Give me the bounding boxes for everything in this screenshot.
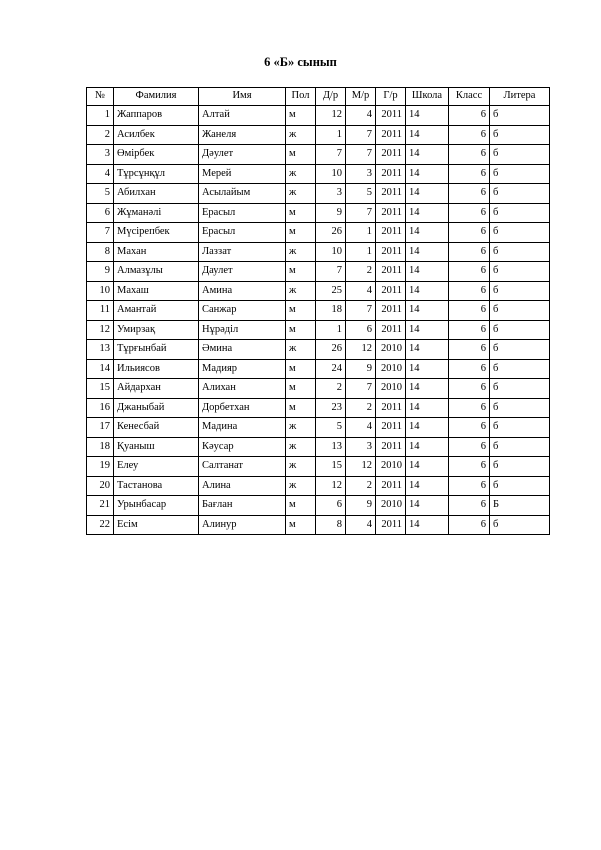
table-row xyxy=(87,262,550,282)
school-cell: 14 xyxy=(406,184,449,204)
table-row xyxy=(87,437,550,457)
name-cell: Дәулет xyxy=(199,145,286,165)
birth-day-cell: 9 xyxy=(316,203,346,223)
class-cell: 6 xyxy=(449,242,490,262)
birth-year-cell: 2011 xyxy=(376,418,406,438)
school-cell: 14 xyxy=(406,398,449,418)
school-cell: 14 xyxy=(406,125,449,145)
surname-cell: Урынбасар xyxy=(114,496,199,516)
birth-year-cell: 2011 xyxy=(376,125,406,145)
row-number: 9 xyxy=(87,262,114,282)
birth-month-cell: 1 xyxy=(346,223,376,243)
birth-year-cell: 2011 xyxy=(376,203,406,223)
row-number: 7 xyxy=(87,223,114,243)
birth-year-cell: 2011 xyxy=(376,164,406,184)
name-cell: Бағлан xyxy=(199,496,286,516)
birth-month-cell: 9 xyxy=(346,496,376,516)
birth-day-cell: 6 xyxy=(316,496,346,516)
gender-cell: м xyxy=(286,359,316,379)
surname-cell: Алмазұлы xyxy=(114,262,199,282)
gender-cell: ж xyxy=(286,476,316,496)
birth-month-cell: 3 xyxy=(346,437,376,457)
surname-cell: Амантай xyxy=(114,301,199,321)
col-header-letter: Литера xyxy=(490,88,550,106)
school-cell: 14 xyxy=(406,359,449,379)
school-cell: 14 xyxy=(406,457,449,477)
class-cell: 6 xyxy=(449,418,490,438)
birth-year-cell: 2011 xyxy=(376,262,406,282)
name-cell: Асылайым xyxy=(199,184,286,204)
school-cell: 14 xyxy=(406,223,449,243)
birth-day-cell: 5 xyxy=(316,418,346,438)
gender-cell: ж xyxy=(286,340,316,360)
name-cell: Алтай xyxy=(199,106,286,126)
table-row xyxy=(87,418,550,438)
row-number: 19 xyxy=(87,457,114,477)
school-cell: 14 xyxy=(406,418,449,438)
letter-cell: б xyxy=(490,398,550,418)
class-cell: 6 xyxy=(449,145,490,165)
col-header-birth-month: М/р xyxy=(346,88,376,106)
school-cell: 14 xyxy=(406,379,449,399)
table-row xyxy=(87,164,550,184)
birth-month-cell: 2 xyxy=(346,398,376,418)
name-cell: Ерасыл xyxy=(199,223,286,243)
surname-cell: Джаныбай xyxy=(114,398,199,418)
letter-cell: б xyxy=(490,145,550,165)
col-header-birth-year: Г/р xyxy=(376,88,406,106)
name-cell: Лаззат xyxy=(199,242,286,262)
birth-year-cell: 2011 xyxy=(376,184,406,204)
row-number: 12 xyxy=(87,320,114,340)
letter-cell: б xyxy=(490,476,550,496)
gender-cell: ж xyxy=(286,164,316,184)
letter-cell: б xyxy=(490,106,550,126)
birth-year-cell: 2011 xyxy=(376,223,406,243)
class-cell: 6 xyxy=(449,398,490,418)
gender-cell: ж xyxy=(286,184,316,204)
class-cell: 6 xyxy=(449,106,490,126)
gender-cell: м xyxy=(286,106,316,126)
surname-cell: Өмірбек xyxy=(114,145,199,165)
class-cell: 6 xyxy=(449,164,490,184)
surname-cell: Жұманәлі xyxy=(114,203,199,223)
class-cell: 6 xyxy=(449,301,490,321)
birth-year-cell: 2011 xyxy=(376,301,406,321)
table-row xyxy=(87,281,550,301)
table-row xyxy=(87,301,550,321)
birth-day-cell: 10 xyxy=(316,164,346,184)
birth-year-cell: 2011 xyxy=(376,437,406,457)
surname-cell: Айдархан xyxy=(114,379,199,399)
school-cell: 14 xyxy=(406,476,449,496)
row-number: 21 xyxy=(87,496,114,516)
birth-year-cell: 2010 xyxy=(376,359,406,379)
row-number: 22 xyxy=(87,515,114,535)
gender-cell: м xyxy=(286,145,316,165)
table-row xyxy=(87,125,550,145)
surname-cell: Асилбек xyxy=(114,125,199,145)
table-row xyxy=(87,457,550,477)
row-number: 17 xyxy=(87,418,114,438)
table-row xyxy=(87,145,550,165)
row-number: 5 xyxy=(87,184,114,204)
school-cell: 14 xyxy=(406,262,449,282)
birth-day-cell: 24 xyxy=(316,359,346,379)
letter-cell: б xyxy=(490,301,550,321)
birth-month-cell: 4 xyxy=(346,106,376,126)
col-header-gender: Пол xyxy=(286,88,316,106)
class-cell: 6 xyxy=(449,379,490,399)
letter-cell: б xyxy=(490,359,550,379)
class-cell: 6 xyxy=(449,496,490,516)
table-row xyxy=(87,320,550,340)
row-number: 4 xyxy=(87,164,114,184)
letter-cell: б xyxy=(490,320,550,340)
name-cell: Алинур xyxy=(199,515,286,535)
letter-cell: Б xyxy=(490,496,550,516)
row-number: 1 xyxy=(87,106,114,126)
name-cell: Мерей xyxy=(199,164,286,184)
birth-day-cell: 8 xyxy=(316,515,346,535)
name-cell: Салтанат xyxy=(199,457,286,477)
birth-year-cell: 2011 xyxy=(376,281,406,301)
gender-cell: м xyxy=(286,301,316,321)
gender-cell: ж xyxy=(286,418,316,438)
table-row xyxy=(87,359,550,379)
table-row xyxy=(87,476,550,496)
birth-month-cell: 3 xyxy=(346,164,376,184)
school-cell: 14 xyxy=(406,320,449,340)
gender-cell: м xyxy=(286,223,316,243)
table-row xyxy=(87,496,550,516)
letter-cell: б xyxy=(490,184,550,204)
surname-cell: Тастанова xyxy=(114,476,199,496)
letter-cell: б xyxy=(490,379,550,399)
birth-day-cell: 13 xyxy=(316,437,346,457)
name-cell: Амина xyxy=(199,281,286,301)
name-cell: Дорбетхан xyxy=(199,398,286,418)
gender-cell: ж xyxy=(286,242,316,262)
birth-month-cell: 9 xyxy=(346,359,376,379)
class-cell: 6 xyxy=(449,359,490,379)
school-cell: 14 xyxy=(406,242,449,262)
birth-day-cell: 12 xyxy=(316,476,346,496)
name-cell: Алихан xyxy=(199,379,286,399)
letter-cell: б xyxy=(490,437,550,457)
student-table xyxy=(86,87,550,535)
row-number: 11 xyxy=(87,301,114,321)
gender-cell: м xyxy=(286,515,316,535)
birth-month-cell: 7 xyxy=(346,379,376,399)
birth-month-cell: 7 xyxy=(346,301,376,321)
col-header-birth-day: Д/р xyxy=(316,88,346,106)
class-cell: 6 xyxy=(449,340,490,360)
surname-cell: Махаш xyxy=(114,281,199,301)
letter-cell: б xyxy=(490,164,550,184)
header-row xyxy=(87,88,550,106)
row-number: 6 xyxy=(87,203,114,223)
school-cell: 14 xyxy=(406,145,449,165)
col-header-number: № xyxy=(87,88,114,106)
birth-month-cell: 5 xyxy=(346,184,376,204)
name-cell: Санжар xyxy=(199,301,286,321)
birth-day-cell: 7 xyxy=(316,262,346,282)
surname-cell: Тұрсұнқұл xyxy=(114,164,199,184)
school-cell: 14 xyxy=(406,437,449,457)
gender-cell: ж xyxy=(286,125,316,145)
row-number: 20 xyxy=(87,476,114,496)
class-cell: 6 xyxy=(449,515,490,535)
name-cell: Әмина xyxy=(199,340,286,360)
birth-month-cell: 6 xyxy=(346,320,376,340)
birth-day-cell: 15 xyxy=(316,457,346,477)
school-cell: 14 xyxy=(406,496,449,516)
table-row xyxy=(87,242,550,262)
birth-day-cell: 7 xyxy=(316,145,346,165)
gender-cell: м xyxy=(286,262,316,282)
birth-month-cell: 12 xyxy=(346,457,376,477)
surname-cell: Есім xyxy=(114,515,199,535)
row-number: 14 xyxy=(87,359,114,379)
birth-day-cell: 23 xyxy=(316,398,346,418)
row-number: 15 xyxy=(87,379,114,399)
gender-cell: м xyxy=(286,379,316,399)
table-row xyxy=(87,203,550,223)
table-row xyxy=(87,340,550,360)
surname-cell: Кенесбай xyxy=(114,418,199,438)
birth-day-cell: 1 xyxy=(316,125,346,145)
page-title: 6 «Б» сынып xyxy=(264,55,337,69)
birth-day-cell: 10 xyxy=(316,242,346,262)
name-cell: Жанеля xyxy=(199,125,286,145)
name-cell: Кәусар xyxy=(199,437,286,457)
table-row xyxy=(87,379,550,399)
birth-month-cell: 1 xyxy=(346,242,376,262)
school-cell: 14 xyxy=(406,301,449,321)
class-cell: 6 xyxy=(449,262,490,282)
surname-cell: Қуаныш xyxy=(114,437,199,457)
birth-year-cell: 2010 xyxy=(376,457,406,477)
birth-month-cell: 7 xyxy=(346,145,376,165)
birth-day-cell: 18 xyxy=(316,301,346,321)
birth-year-cell: 2010 xyxy=(376,340,406,360)
name-cell: Даулет xyxy=(199,262,286,282)
birth-month-cell: 4 xyxy=(346,281,376,301)
class-cell: 6 xyxy=(449,125,490,145)
letter-cell: б xyxy=(490,242,550,262)
table-row xyxy=(87,106,550,126)
birth-year-cell: 2011 xyxy=(376,476,406,496)
class-cell: 6 xyxy=(449,476,490,496)
col-header-class: Класс xyxy=(449,88,490,106)
table-row xyxy=(87,398,550,418)
birth-year-cell: 2010 xyxy=(376,379,406,399)
table-header xyxy=(87,88,550,106)
gender-cell: ж xyxy=(286,457,316,477)
birth-year-cell: 2011 xyxy=(376,515,406,535)
row-number: 2 xyxy=(87,125,114,145)
table-row xyxy=(87,223,550,243)
name-cell: Нұрәділ xyxy=(199,320,286,340)
name-cell: Алина xyxy=(199,476,286,496)
name-cell: Мадияр xyxy=(199,359,286,379)
row-number: 8 xyxy=(87,242,114,262)
surname-cell: Ильиясов xyxy=(114,359,199,379)
col-header-surname: Фамилия xyxy=(114,88,199,106)
surname-cell: Махан xyxy=(114,242,199,262)
name-cell: Ерасыл xyxy=(199,203,286,223)
birth-year-cell: 2011 xyxy=(376,242,406,262)
birth-day-cell: 12 xyxy=(316,106,346,126)
birth-month-cell: 2 xyxy=(346,262,376,282)
letter-cell: б xyxy=(490,515,550,535)
surname-cell: Умирзақ xyxy=(114,320,199,340)
letter-cell: б xyxy=(490,203,550,223)
row-number: 13 xyxy=(87,340,114,360)
row-number: 18 xyxy=(87,437,114,457)
birth-day-cell: 26 xyxy=(316,223,346,243)
surname-cell: Тұрғынбай xyxy=(114,340,199,360)
birth-year-cell: 2011 xyxy=(376,106,406,126)
class-cell: 6 xyxy=(449,437,490,457)
surname-cell: Жаппаров xyxy=(114,106,199,126)
class-cell: 6 xyxy=(449,457,490,477)
birth-year-cell: 2011 xyxy=(376,398,406,418)
letter-cell: б xyxy=(490,418,550,438)
table-row xyxy=(87,184,550,204)
school-cell: 14 xyxy=(406,106,449,126)
letter-cell: б xyxy=(490,340,550,360)
birth-month-cell: 7 xyxy=(346,203,376,223)
surname-cell: Елеу xyxy=(114,457,199,477)
letter-cell: б xyxy=(490,262,550,282)
birth-day-cell: 25 xyxy=(316,281,346,301)
row-number: 16 xyxy=(87,398,114,418)
gender-cell: ж xyxy=(286,281,316,301)
gender-cell: ж xyxy=(286,437,316,457)
letter-cell: б xyxy=(490,457,550,477)
row-number: 10 xyxy=(87,281,114,301)
surname-cell: Мүсірепбек xyxy=(114,223,199,243)
class-cell: 6 xyxy=(449,203,490,223)
gender-cell: м xyxy=(286,496,316,516)
gender-cell: м xyxy=(286,320,316,340)
table-body xyxy=(87,106,550,535)
school-cell: 14 xyxy=(406,340,449,360)
letter-cell: б xyxy=(490,125,550,145)
surname-cell: Абилхан xyxy=(114,184,199,204)
birth-year-cell: 2011 xyxy=(376,320,406,340)
birth-month-cell: 4 xyxy=(346,418,376,438)
birth-year-cell: 2011 xyxy=(376,145,406,165)
birth-day-cell: 2 xyxy=(316,379,346,399)
col-header-name: Имя xyxy=(199,88,286,106)
school-cell: 14 xyxy=(406,203,449,223)
birth-day-cell: 3 xyxy=(316,184,346,204)
row-number: 3 xyxy=(87,145,114,165)
table-row xyxy=(87,515,550,535)
school-cell: 14 xyxy=(406,515,449,535)
letter-cell: б xyxy=(490,223,550,243)
birth-month-cell: 2 xyxy=(346,476,376,496)
birth-day-cell: 26 xyxy=(316,340,346,360)
school-cell: 14 xyxy=(406,281,449,301)
class-cell: 6 xyxy=(449,281,490,301)
gender-cell: м xyxy=(286,398,316,418)
birth-month-cell: 7 xyxy=(346,125,376,145)
name-cell: Мадина xyxy=(199,418,286,438)
col-header-school: Школа xyxy=(406,88,449,106)
class-cell: 6 xyxy=(449,223,490,243)
class-cell: 6 xyxy=(449,320,490,340)
letter-cell: б xyxy=(490,281,550,301)
birth-month-cell: 12 xyxy=(346,340,376,360)
birth-month-cell: 4 xyxy=(346,515,376,535)
birth-year-cell: 2010 xyxy=(376,496,406,516)
gender-cell: м xyxy=(286,203,316,223)
class-cell: 6 xyxy=(449,184,490,204)
school-cell: 14 xyxy=(406,164,449,184)
birth-day-cell: 1 xyxy=(316,320,346,340)
